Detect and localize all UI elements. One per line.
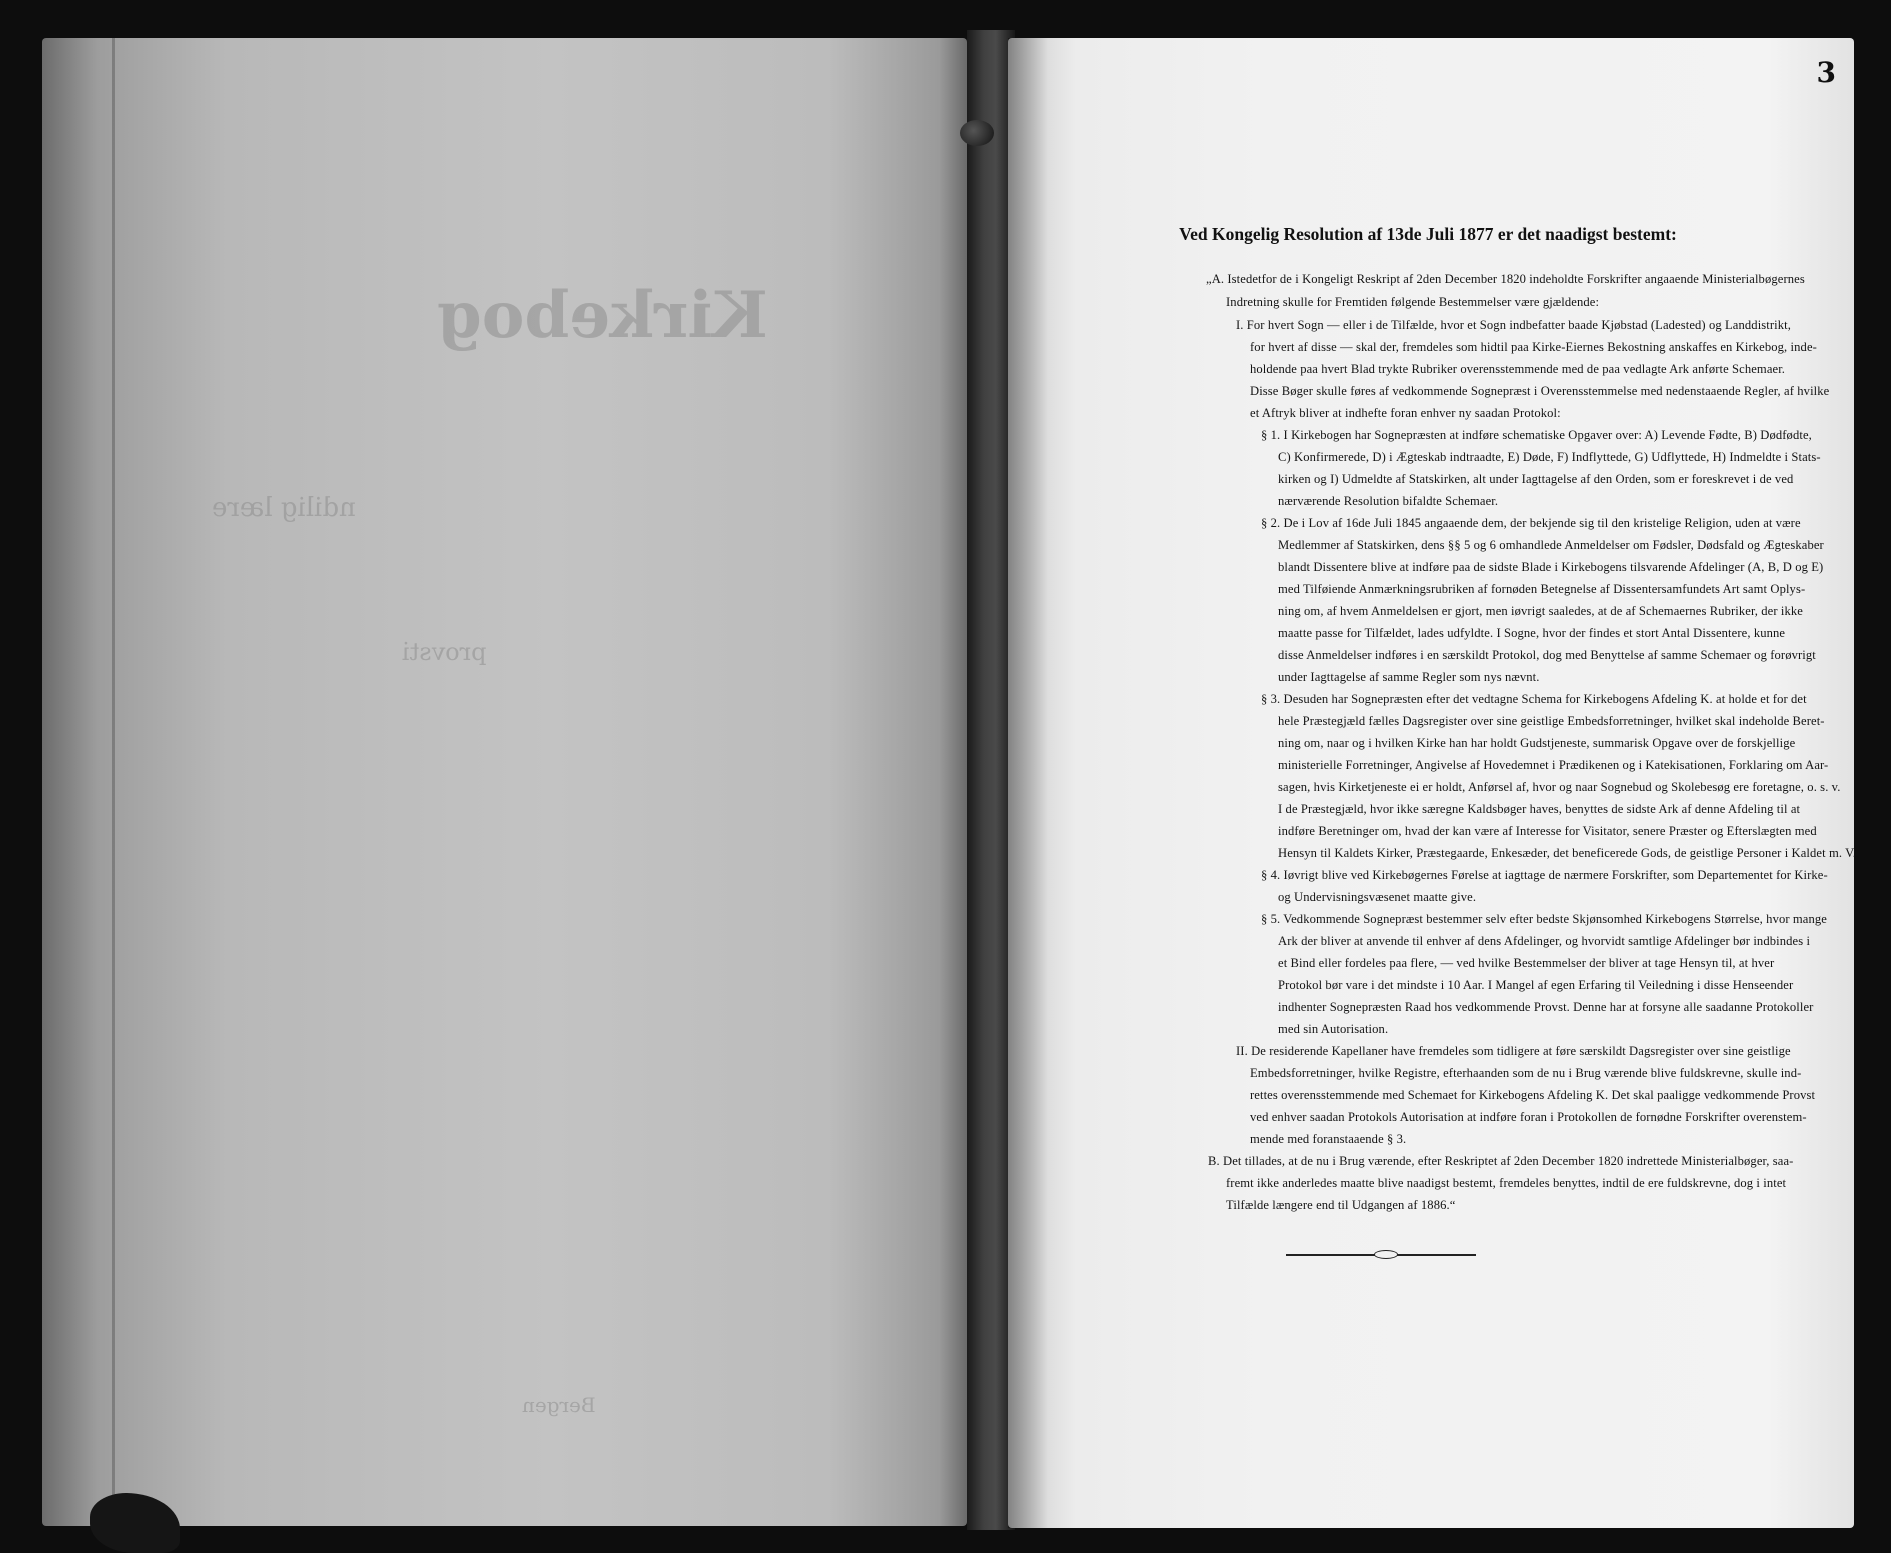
text-line: indhenter Sognepræsten Raad hos vedkommende Provst. Denne har at forsyne alle saadanne Protokoller [1278, 1000, 1814, 1014]
text-line: B. Det tillades, at de nu i Brug værende, efter Reskriptet af 2den December 1820 indrettede Ministerialbøger, saa- [1208, 1154, 1794, 1168]
binding-clip [960, 120, 994, 146]
text-line: Disse Bøger skulle føres af vedkommende Sognepræst i Overensstemmelse med nedenstaaende Regler, af hvilke [1250, 384, 1830, 398]
text-line: hele Præstegjæld fælles Dagsregister over sine geistlige Embedsforretninger, hvilket skal indeholde Beret- [1278, 714, 1825, 728]
text-line: ved enhver saadan Protokols Autorisation at indføre foran i Protokollen de fornødne Forskrifter overenstem- [1250, 1110, 1807, 1124]
text-line: for hvert af disse — skal der, fremdeles som hidtil paa Kirke-Eiernes Bekostning anskaffes en Kirkebog, inde- [1250, 340, 1817, 354]
text-line: under Iagttagelse af samme Regler som nys nævnt. [1278, 670, 1540, 684]
text-line: ning om, af hvem Anmeldelsen er gjort, men iøvrigt saaledes, at de af Schemaernes Rubriker, der ikke [1278, 604, 1803, 618]
text-line: ning om, naar og i hvilken Kirke han har holdt Gudstjeneste, summarisk Opgave over de forskjellige [1278, 736, 1796, 750]
text-line: Embedsforretninger, hvilke Registre, efterhaanden som de nu i Brug værende blive fuldskrevne, skulle ind- [1250, 1066, 1802, 1080]
ink-blot [90, 1493, 180, 1553]
text-line: et Bind eller fordeles paa flere, — ved hvilke Bestemmelser der bliver at tage Hensyn til, at hver [1278, 956, 1775, 970]
text-line: Hensyn til Kaldets Kirker, Præstegaarde, Enkesæder, det beneficerede Gods, de geistlige Personer i Kaldet m. V. [1278, 846, 1856, 860]
page-number: 3 [1816, 56, 1836, 89]
text-line: § 2. De i Lov af 16de Juli 1845 angaaende dem, der bekjende sig til den kristelige Religion, uden at være [1261, 516, 1801, 530]
text-line: kirken og I) Udmeldte af Statskirken, alt under Iagttagelse af den Orden, som er foreskrevet i de ved [1278, 472, 1794, 486]
text-line: nærværende Resolution bifaldte Schemaer. [1278, 494, 1499, 508]
text-line: C) Konfirmerede, D) i Ægteskab indtraadte, E) Døde, F) Indflyttede, G) Udflyttede, H) Indmeldte i Stats- [1278, 450, 1821, 464]
text-line: et Aftryk bliver at indhefte foran enhver ny saadan Protokol: [1250, 406, 1561, 420]
text-line: I. For hvert Sogn — eller i de Tilfælde, hvor et Sogn indbefatter baade Kjøbstad (Ladested) og Landdistrikt, [1236, 318, 1792, 332]
page-heading: Ved Kongelig Resolution af 13de Juli 1877 er det naadigst bestemt: [1179, 224, 1677, 244]
text-line: mende med foranstaaende § 3. [1250, 1132, 1407, 1146]
text-line: I de Præstegjæld, hvor ikke særegne Kaldsbøger haves, benyttes de sidste Ark af denne Afdeling til at [1278, 802, 1801, 816]
left-page-ghost-line-3: Bergen [522, 1393, 596, 1417]
text-line: Protokol bør vare i det mindste i 10 Aar. I Mangel af egen Erfaring til Veiledning i disse Henseender [1278, 978, 1794, 992]
left-page-ghost-line-1: ndilig lære [212, 493, 356, 523]
text-line: sagen, hvis Kirketjeneste ei er holdt, Anførsel af, hvor og naar Sognebud og Skolebesøg ere foretagne, o. s. v. [1278, 780, 1841, 794]
text-line: blandt Dissentere blive at indføre paa de sidste Blade i Kirkebogens tilsvarende Afdelinger (A, B, D og E) [1278, 560, 1824, 574]
left-page-ghost-line-2: provsti [402, 638, 487, 666]
text-line: indføre Beretninger om, hvad der kan være af Interesse for Visitator, senere Præster og Efterslægten med [1278, 824, 1817, 838]
text-line: § 4. Iøvrigt blive ved Kirkebøgernes Førelse at iagttage de nærmere Forskrifter, som Departementet for Kirke- [1261, 868, 1828, 882]
text-line: maatte passe for Tilfældet, lades udfyldte. I Sogne, hvor der findes et stort Antal Dissentere, kunne [1278, 626, 1786, 640]
text-line: § 1. I Kirkebogen har Sognepræsten at indføre schematiske Opgaver over: A) Levende Fødte, B) Dødfødte, [1261, 428, 1812, 442]
text-line: „A. Istedetfor de i Kongeligt Reskript af 2den December 1820 indeholdte Forskrifter angaaende Ministerialbøgernes [1206, 272, 1805, 286]
resolution-text [1008, 38, 1854, 1528]
text-line: fremt ikke anderledes maatte blive naadigst bestemt, fremdeles benyttes, indtil de ere fuldskrevne, dog i intet [1226, 1176, 1787, 1190]
text-line: og Undervisningsvæsenet maatte give. [1278, 890, 1477, 904]
left-page-inner-edge [112, 38, 115, 1526]
left-page-ghost-title: Kirkebog [437, 278, 768, 353]
text-line: Indretning skulle for Fremtiden følgende Bestemmelser være gjældende: [1226, 295, 1600, 309]
text-line: Tilfælde længere end til Udgangen af 1886.“ [1226, 1198, 1456, 1212]
text-line: II. De residerende Kapellaner have fremdeles som tidligere at føre særskildt Dagsregister over sine geistlige [1236, 1044, 1791, 1058]
text-line: disse Anmeldelser indføres i en særskildt Protokol, dog med Benyttelse af samme Schemaer og forøvrigt [1278, 648, 1816, 662]
divider-ornament [1374, 1250, 1398, 1259]
text-line: med sin Autorisation. [1278, 1022, 1389, 1036]
text-line: rettes overensstemmende med Schemaet for Kirkebogens Afdeling K. Det skal paaligge vedkommende Provst [1250, 1088, 1816, 1102]
text-line: med Tilføiende Anmærkningsrubriken af fornøden Betegnelse af Dissentersamfundets Art samt Oplys- [1278, 582, 1806, 596]
text-line: Medlemmer af Statskirken, dens §§ 5 og 6 omhandlede Anmeldelser om Fødsler, Dødsfald og Ægteskaber [1278, 538, 1824, 552]
text-line: § 3. Desuden har Sognepræsten efter det vedtagne Schema for Kirkebogens Afdeling K. at holde et for det [1261, 692, 1807, 706]
text-line: holdende paa hvert Blad trykte Rubriker overensstemmende med de paa vedlagte Ark anførte Schemaer. [1250, 362, 1786, 376]
left-page [42, 38, 967, 1526]
text-line: § 5. Vedkommende Sognepræst bestemmer selv efter bedste Skjønsomhed Kirkebogens Størrelse, hvor mange [1261, 912, 1827, 926]
right-page [1008, 38, 1854, 1528]
text-line: ministerielle Forretninger, Angivelse af Hovedemnet i Prædikenen og i Katekisationen, Forklaring om Aar- [1278, 758, 1829, 772]
text-line: Ark der bliver at anvende til enhver af dens Afdelinger, og hvorvidt samtlige Afdelinger bør indbindes i [1278, 934, 1811, 948]
